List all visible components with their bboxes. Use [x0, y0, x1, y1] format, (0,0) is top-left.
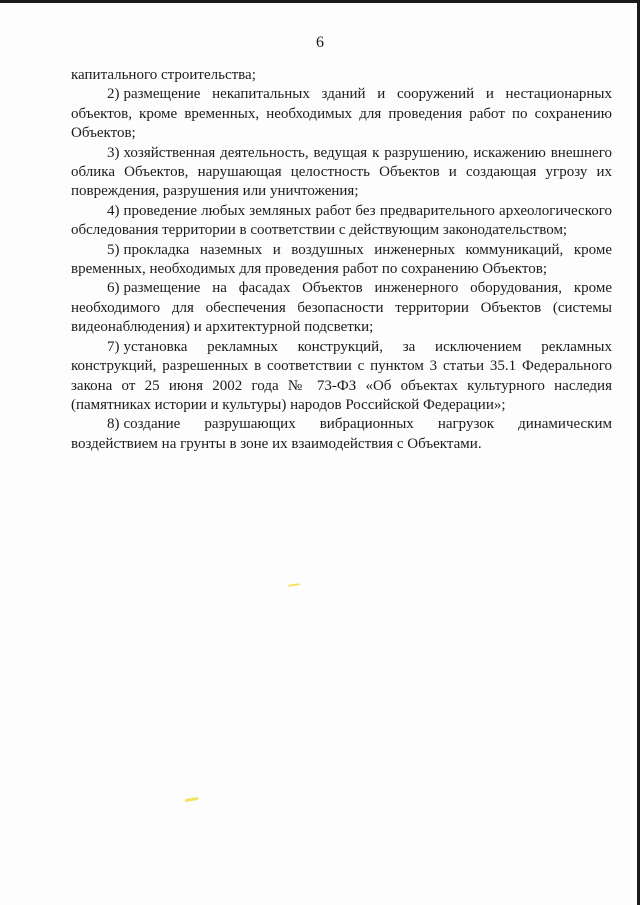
list-item-text: прокладка наземных и воздушных инженерных коммуникаций, кроме временных, необходимых для проведения работ по сохранению Объектов; [71, 241, 612, 278]
list-item-number: 4) [107, 202, 120, 219]
list-item-3 [71, 144, 612, 202]
list-item-text: размещение на фасадах Объектов инженерного оборудования, кроме необходимого для обеспечения безопасности территории Объектов (системы видеонаблюдения) и архитектурной подсветки; [71, 280, 612, 336]
list-item-text: создание разрушающих вибрационных нагрузок динамическим воздействием на грунты в зоне их взаимодействия с Объектами. [71, 416, 612, 452]
scan-artifact-mark [288, 583, 300, 587]
list-item-6 [71, 279, 612, 337]
list-item-text: размещение некапитальных зданий и сооружений и нестационарных объектов, кроме временных, необходимых для проведения работ по сохранению Объектов; [71, 86, 612, 142]
list-item-7 [71, 338, 612, 416]
list-item-2 [71, 85, 612, 143]
list-item-5 [71, 241, 612, 280]
list-item-number: 5) [107, 241, 120, 258]
list-item-number: 7) [107, 338, 120, 355]
list-item-4 [71, 202, 612, 241]
list-item-number: 6) [107, 280, 120, 297]
list-item-text: проведение любых земляных работ без предварительного археологического обследования территории в соответствии с действующим законодательством; [71, 202, 612, 239]
list-item-number: 8) [107, 416, 120, 433]
paragraph-continuation [71, 66, 612, 85]
list-item-8 [71, 415, 612, 454]
list-item-number: 2) [107, 86, 120, 103]
list-item-text: установка рекламных конструкций, за исключением рекламных конструкций, разрешенных в соответствии с пунктом 3 статьи 35.1 Федерального закона от 25 июня 2002 года № 73-ФЗ «Об объектах культурного наследия (памятниках истории и культуры) народов Российской Федерации»; [71, 338, 612, 413]
paragraph-text: капитального строительства; [71, 67, 256, 83]
page-number: 6 [316, 34, 324, 51]
list-item-text: хозяйственная деятельность, ведущая к разрушению, искажению внешнего облика Объектов, нарушающая целостность Объектов и создающая угрозу их повреждения, разрушения или уничтожения; [71, 144, 612, 200]
list-item-number: 3) [107, 144, 120, 161]
scan-artifact-mark [185, 797, 198, 802]
document-body [71, 66, 612, 454]
scan-edge-top [0, 0, 640, 3]
